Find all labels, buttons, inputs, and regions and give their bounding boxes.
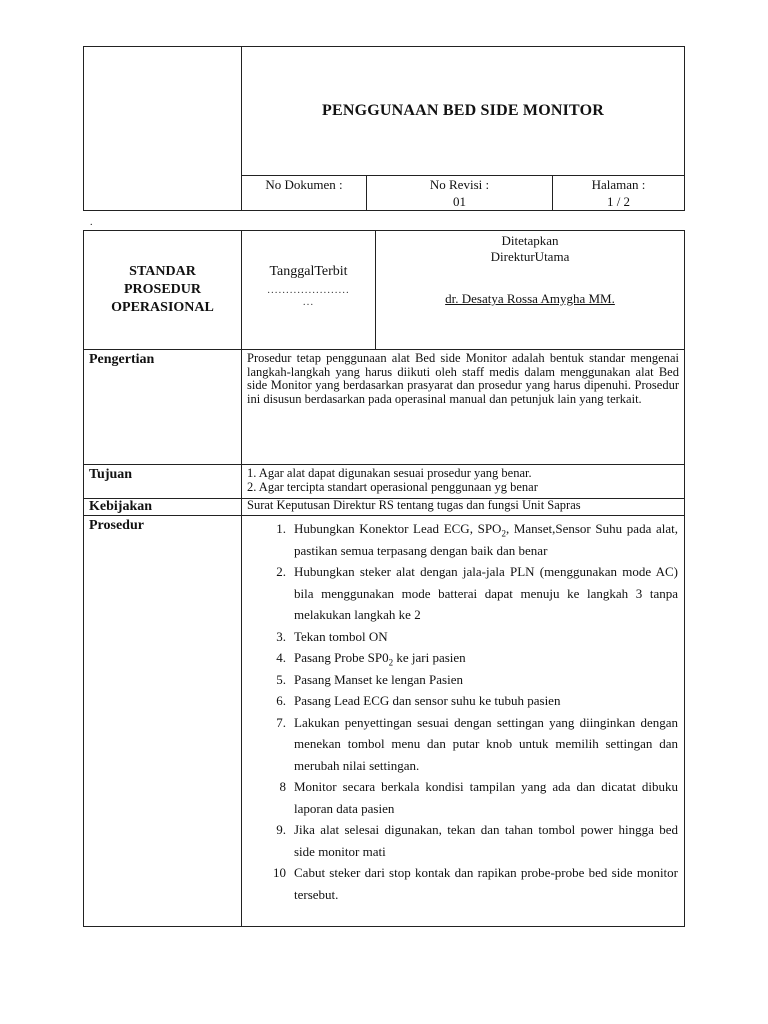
sop-line-1: STANDAR <box>129 264 196 279</box>
prosedur-step <box>242 712 684 777</box>
halaman-cell <box>553 176 685 211</box>
pengertian-text: Prosedur tetap penggunaan alat Bed side Monitor adalah bentuk standar mengenai langkah-langkah yang harus diikuti oleh staff medis dalam menggunakan alat Bed side Monitor yang berdasarkan prasyarat dan prosedur yang harus dipenuhi. Prosedur ini disusun berdasarkan pada operasinal manual dan petunjuk lain yang terkait. <box>242 350 685 465</box>
tanggal-dots-2: ... <box>302 296 315 308</box>
document-header <box>83 46 685 211</box>
tujuan-item-1: 1. Agar alat dapat digunakan sesuai prosedur yang benar. <box>247 466 532 480</box>
no-revisi-cell <box>367 176 553 211</box>
step-number: 8 <box>279 779 286 794</box>
tanggal-terbit-label: TanggalTerbit <box>269 264 348 279</box>
tanggal-dots-1: ...................... <box>267 284 350 296</box>
tujuan-cell <box>242 465 685 499</box>
sop-table <box>83 230 685 927</box>
no-dokumen-label: No Dokumen : <box>265 177 343 192</box>
ditetapkan-label: Ditetapkan <box>501 233 559 248</box>
step-text: Pasang Manset ke lengan Pasien <box>294 671 463 687</box>
step-number: 3. <box>276 628 286 644</box>
document-title: PENGGUNAAN BED SIDE MONITOR <box>321 102 605 119</box>
step-text: Pasang Probe $SP0_2$ ke jari pasien <box>294 650 466 668</box>
tujuan-label: Tujuan <box>84 465 242 499</box>
prosedur-step <box>242 669 684 691</box>
no-dokumen-cell <box>242 176 367 211</box>
step-text: Hubungkan steker alat dengan jala-jala PLN (menggunakan mode AC) bila menggunakan mode batterai dapat menuju ke langkah 3 tanpa melakukan langkah ke 2 <box>294 564 678 622</box>
step-text: Pasang Lead ECG dan sensor suhu ke tubuh pasien <box>294 693 561 708</box>
prosedur-step <box>242 819 684 862</box>
step-number: 10 <box>273 865 286 880</box>
step-text: Cabut steker dari stop kontak dan rapikan probe-probe bed side monitor tersebut. <box>294 865 678 902</box>
step-text: Monitor secara berkala kondisi tampilan yang ada dan dicatat dibuku laporan data pasien <box>294 779 678 816</box>
step-number: 2. <box>276 564 286 579</box>
direktur-label: DirekturUtama <box>490 249 570 264</box>
step-number: 5. <box>276 671 286 687</box>
step-number: 6. <box>276 693 286 708</box>
step-number: 4. <box>276 650 286 665</box>
prosedur-step <box>242 561 684 626</box>
prosedur-step <box>242 626 684 648</box>
step-text: Jika alat selesai digunakan, tekan dan tahan tombol power hingga bed side monitor mati <box>294 822 678 859</box>
pengertian-label: Pengertian <box>84 350 242 465</box>
ditetapkan-cell <box>376 231 685 350</box>
step-text: Lakukan penyettingan sesuai dengan settingan yang diinginkan dengan menekan tombol menu dan putar knob untuk memilih settingan dan merubah nilai settingan. <box>294 714 678 773</box>
kebijakan-text: Surat Keputusan Direktur RS tentang tugas dan fungsi Unit Sapras <box>242 499 685 516</box>
sop-line-2: PROSEDUR <box>123 282 201 297</box>
halaman-value: 1 / 2 <box>606 194 631 209</box>
tanggal-terbit-cell <box>242 231 376 350</box>
prosedur-step <box>242 862 684 905</box>
prosedur-step <box>242 776 684 819</box>
sop-line-3: OPERASIONAL <box>111 300 214 315</box>
sop-label-cell <box>84 231 242 350</box>
no-revisi-label: No Revisi : <box>429 177 490 192</box>
prosedur-step <box>242 647 684 669</box>
prosedur-step <box>242 690 684 712</box>
prosedur-steps <box>242 518 684 905</box>
step-number: 9. <box>276 822 286 837</box>
prosedur-cell <box>242 516 685 927</box>
title-cell <box>242 47 685 176</box>
step-number: 7. <box>276 714 286 730</box>
halaman-label: Halaman : <box>591 177 646 192</box>
separator-dot: . <box>90 217 93 228</box>
step-text: Tekan tombol ON <box>294 628 388 644</box>
prosedur-label: Prosedur <box>84 516 242 927</box>
step-text: Hubungkan Konektor Lead ECG, $SPO_2$, Manset,Sensor Suhu pada alat, pastikan semua terpasang dengan baik dan benar <box>294 521 678 558</box>
no-revisi-value: 01 <box>453 194 466 209</box>
signatory-name: dr. Desatya Rossa Amygha MM. <box>445 291 615 306</box>
logo-cell <box>84 47 242 211</box>
prosedur-step <box>242 518 684 561</box>
tujuan-item-2: 2. Agar tercipta standart operasional penggunaan yg benar <box>247 479 538 494</box>
step-number: 1. <box>276 521 286 536</box>
kebijakan-label: Kebijakan <box>84 499 242 516</box>
